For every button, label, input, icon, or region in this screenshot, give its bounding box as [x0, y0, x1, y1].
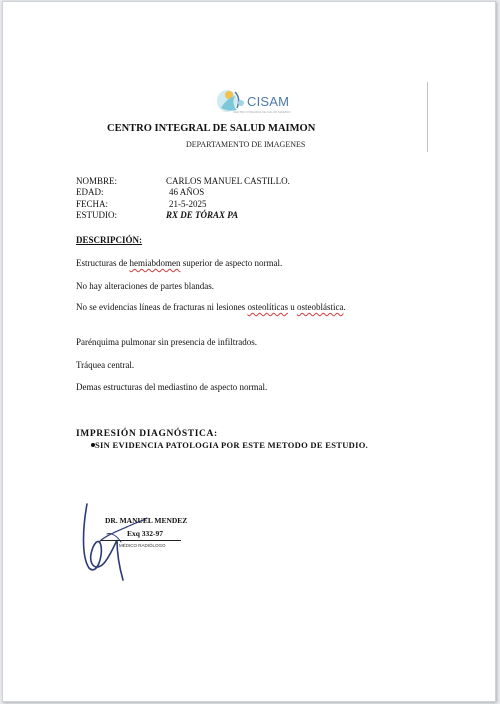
- margin-guide: [427, 82, 428, 152]
- info-date-row: [76, 199, 207, 209]
- doctor-exequatur: Exq 332-97: [127, 529, 164, 538]
- info-value: CARLOS MANUEL CASTILLO.: [166, 176, 290, 186]
- doctor-name: DR. MANUEL MENDEZ: [105, 516, 188, 525]
- logo-wordmark: CISAM: [247, 94, 290, 109]
- info-value: 21-5-2025: [169, 199, 207, 209]
- spellcheck-word: osteolíticas: [247, 302, 288, 312]
- spellcheck-word: osteoblástica: [296, 302, 344, 312]
- info-study-row: [76, 210, 238, 220]
- info-label: ESTUDIO:: [76, 210, 117, 220]
- info-name-row: [76, 176, 290, 186]
- info-value: 46 AÑOS: [169, 187, 205, 197]
- spellcheck-word: hemiabdomen: [129, 258, 181, 268]
- info-label: NOMBRE:: [76, 176, 118, 186]
- center-title: CENTRO INTEGRAL DE SALUD MAIMON: [107, 123, 316, 134]
- info-value: RX DE TÓRAX PA: [166, 210, 239, 220]
- report-paragraph: Tráquea central.: [76, 360, 135, 370]
- report-paragraph: No se evidencias líneas de fracturas ni lesiones osteolíticas u osteoblástica.: [76, 302, 346, 312]
- report-paragraph: Parénquima pulmonar sin presencia de infiltrados.: [76, 337, 257, 347]
- report-paragraph: Estructuras de hemiabdomen superior de aspecto normal.: [76, 258, 283, 268]
- description-heading: DESCRIPCIÓN:: [76, 235, 143, 245]
- document-page: [2, 1, 496, 702]
- report-paragraph: No hay alteraciones de partes blandas.: [76, 281, 214, 291]
- report-paragraph: Demas estructuras del mediastino de aspecto normal.: [76, 382, 268, 392]
- logo-subtext: CENTRO INTEGRAL DE SALUD MAIMON: [233, 110, 291, 114]
- department-title: DEPARTAMENTO DE IMAGENES: [186, 140, 306, 149]
- info-label: EDAD:: [76, 187, 104, 197]
- info-age-row: [76, 187, 204, 197]
- impression-item: SIN EVIDENCIA PATOLOGIA POR ESTE METODO DE ESTUDIO.: [95, 440, 369, 450]
- handwritten-signature: [77, 496, 187, 586]
- info-label: FECHA:: [76, 199, 109, 209]
- doctor-role: MÉDICO RADIÓLOGO: [119, 543, 166, 548]
- signature-line: [101, 540, 181, 541]
- impression-heading: IMPRESIÓN DIAGNÓSTICA:: [76, 429, 218, 439]
